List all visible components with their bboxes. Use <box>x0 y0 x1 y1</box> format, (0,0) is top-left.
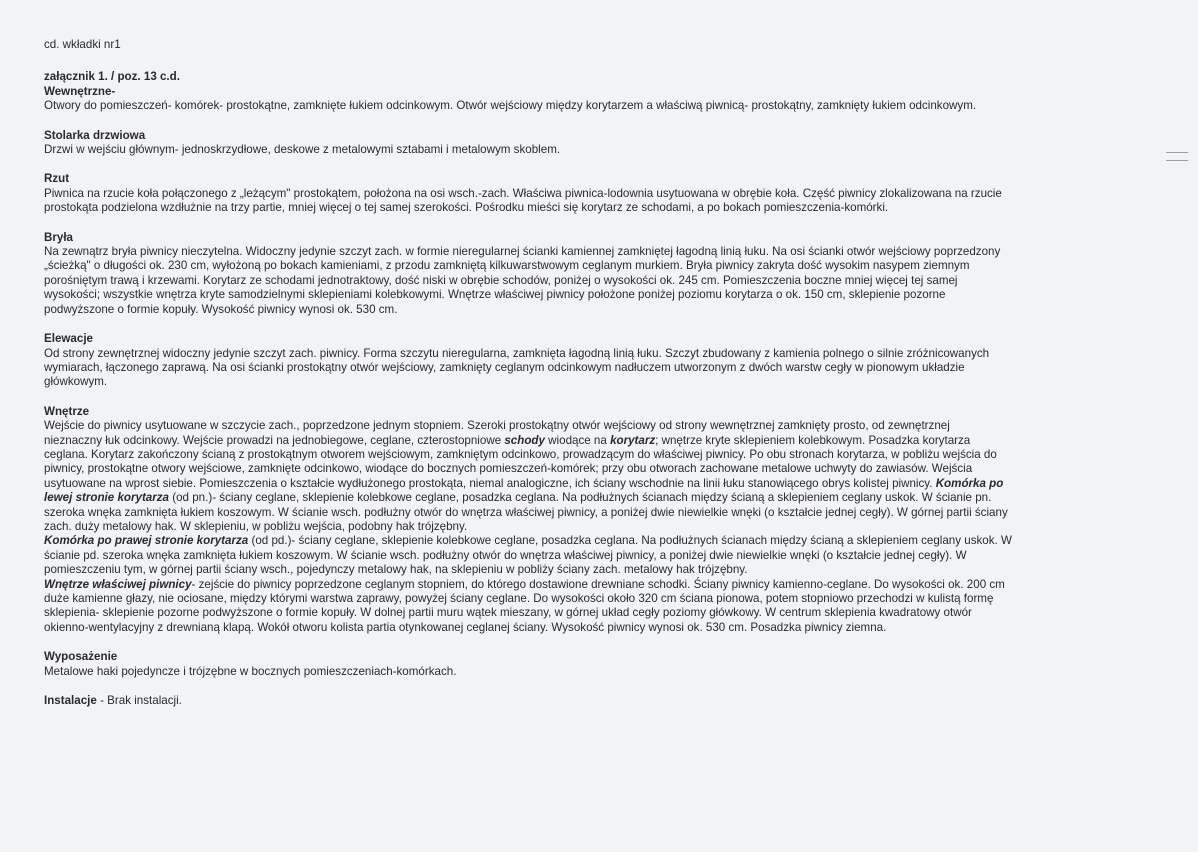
section-text-instalacje: - Brak instalacji. <box>96 694 182 708</box>
section-line-wnetrze: pomieszczeniu tym, w górnej partii ściany wsch., pojedynczy metalowy hak, na sklepieniu w pobliży ściany zach. metalowy hak trójzębny. <box>44 563 748 577</box>
section-line-wnetrze <box>44 434 1134 448</box>
page-heading: cd. wkładki nr1 <box>44 38 121 51</box>
emphasis-korytarz: korytarz <box>610 433 656 447</box>
section-line-elewacje: główkowym. <box>44 375 108 389</box>
section-line-elewacje: wymiarach, łączonego zaprawą. Na osi ścianki prostokątny otwór wejściowy, zamknięty ceglanym odcinkowym nadłuczem utworzonym z dwóch warstw cegły w pionowym układzie <box>44 360 965 374</box>
section-title-wyposazenie: Wyposażenie <box>44 650 118 664</box>
section-line-elewacje: Od strony zewnętrznej widoczny jedynie szczyt zach. piwnicy. Forma szczytu nieregularna, zamknięta łagodną linią łuku. Szczyt zbudowany z kamienia polnego o silnie zróżnicowanych <box>44 346 990 360</box>
document-body <box>44 38 1134 708</box>
section-instalacje <box>44 694 1134 708</box>
section-line-wnetrze <box>44 534 1134 548</box>
section-line-wnetrze: duże kamienne głazy, nie ociosane, między którymi warstwa zaprawy, powyżej ściany ceglane. Do wysokości około 320 cm ściana pionowa, potem stopniowo przechodzi w kulistą formę <box>44 592 994 605</box>
section-line-wnetrze: ścianie pd. szeroka wnęka zamknięta łukiem koszowym. W ścianie wsch. podłużny otwór do wnętrza właściwej piwnicy, a poniżej dwie niewielkie wnęki (o kształcie jednej cegły). W <box>44 548 967 562</box>
section-title-wewnetrzne: Wewnętrzne- <box>44 84 116 98</box>
section-line-wnetrze: piwnicy, prostokątne otwory wejściowe, zamknięte odcinkowo, wiodące do bocznych pomieszczeń-komórek; przy obu otworach zachowane metalowe uchwyty do zawiasów. Wejścia <box>44 462 973 476</box>
emphasis-wnetrze-piwnicy: Wnętrze właściwej piwnicy <box>44 577 192 591</box>
annex-reference: załącznik 1. / poz. 13 c.d. <box>44 70 180 84</box>
text-run: - zejście do piwnicy poprzedzone ceglanym stopniem, do którego dostawione drewniane schodki. Ściany piwnicy kamienno-ceglane. Do wysokości ok. 200 cm <box>191 577 1005 591</box>
section-text-wyposazenie: Metalowe haki pojedyncze i trójzębne w bocznych pomieszczeniach-komórkach. <box>44 664 457 678</box>
section-title-instalacje: Instalacje <box>44 694 97 708</box>
section-line-wnetrze: sklepienia- sklepienie pozorne podwyższone o formie kopuły. W dolnej partii muru wątek mieszany, w górnej układ cegły poziomy główkowy. W centrum sklepienia kwadratowy otwór <box>44 606 972 620</box>
text-run: ; wnętrze kryte sklepieniem kolebkowym. Posadzka korytarza <box>655 433 971 447</box>
section-text-wewnetrzne: Otwory do pomieszczeń- komórek- prostokątne, zamknięte łukiem odcinkowym. Otwór wejściowy między korytarzem a właściwą piwnicą- prostokątny, zamknięty łukiem odcinkowym. <box>44 99 977 113</box>
section-line-wnetrze <box>44 491 1134 505</box>
section-title-wnetrze: Wnętrze <box>44 404 90 418</box>
section-title-rzut: Rzut <box>44 172 70 186</box>
text-run: (od pd.)- ściany ceglane, sklepienie kolebkowe ceglane, posadzka ceglana. Na podłużnych ścianach między ścianą a sklepieniem ceglany uskok. W <box>248 534 1012 548</box>
emphasis-komorka-lewa: lewej stronie korytarza <box>44 491 170 505</box>
section-line-wnetrze: ceglana. Korytarz zakończony ścianą z prostokątnym otworem wejściowym, zamkniętym odcinkowo, prowadzącym do właściwej piwnicy. Po obu stronach korytarza, w pobliżu wejścia do <box>44 447 997 461</box>
section-line-bryla: podwyższone o formie kopuły. Wysokość piwnicy wynosi ok. 530 cm. <box>44 302 398 316</box>
section-title-stolarka: Stolarka drzwiowa <box>44 128 146 142</box>
section-line-wnetrze: zach. duży metalowy hak. W sklepieniu, w pobliżu wejścia, podobny hak trójzębny. <box>44 519 468 533</box>
emphasis-komorka-prawa: Komórka po prawej stronie korytarza <box>44 534 249 548</box>
section-line-bryla: wysokości; wszystkie wnętrza kryte samodzielnymi sklepieniami kolebkowymi. Wnętrze właściwej piwnicy położone poniżej poziomu korytarza o ok. 150 cm, sklepienie pozorne <box>44 288 946 302</box>
section-title-bryla: Bryła <box>44 230 74 244</box>
section-line-wnetrze <box>44 578 1134 592</box>
emphasis-schody: schody <box>504 433 545 447</box>
section-line-bryla: „ścieżką" o długości ok. 230 cm, wyłożoną po bokach kamieniami, z przodu zamkniętą kilkuwarstwowym ceglanym murkiem. Bryła piwnicy zakryta dość wysokim nasypem ziemnym <box>44 259 970 273</box>
section-line-wnetrze <box>44 477 1134 491</box>
scan-edge-mark <box>1166 152 1188 153</box>
section-line-rzut: prostokąta podzielona wzdłużnie na trzy partie, mniej więcej o tej samej szerokości. Pośrodku mieści się korytarz ze schodami, a po bokach pomieszczenia-komórki. <box>44 201 889 215</box>
text-run: wiodące na <box>544 433 611 447</box>
section-line-wnetrze: okienno-wentylacyjny z drewnianą klapą. Wokół otworu kolista partia otynkowanej ceglanej ściany. Wysokość piwnicy wynosi ok. 530 cm. Posadzka piwnicy ziemna. <box>44 620 887 634</box>
text-run: nieznaczny łuk odcinkowy. Wejście prowadzi na jednobiegowe, ceglane, czterostopniowe <box>44 433 505 447</box>
section-line-bryla: Na zewnątrz bryła piwnicy nieczytelna. Widoczny jedynie szczyt zach. w formie nieregularnej ścianki kamiennej zamkniętej łagodną linią łuku. Na osi ścianki otwór wejściowy poprzedzony <box>44 245 1001 259</box>
text-run: usytuowane na wprost siebie. Pomieszczenia o kształcie wydłużonego prostokąta, niemal analogiczne, ich ściany wschodnie na linii łuku stanowiącego obrys kolistej piwnicy. <box>44 476 936 490</box>
section-text-stolarka: Drzwi w wejściu głównym- jednoskrzydłowe, deskowe z metalowymi sztabami i metalowym skoblem. <box>44 143 561 157</box>
scan-edge-mark <box>1166 160 1188 161</box>
emphasis-komorka-lewa: Komórka po <box>935 476 1004 490</box>
text-run: (od pn.)- ściany ceglane, sklepienie kolebkowe ceglane, posadzka ceglana. Na podłużnych ścianach między ścianą a sklepieniem ceglany uskok. W ścianie pn. <box>169 491 992 505</box>
section-line-bryla: porośniętym trawą i krzewami. Korytarz ze schodami jednotraktowy, dość niski w obrębie schodów, poniżej o wysokości ok. 245 cm. Pomieszczenia boczne mniej więcej tej samej <box>44 273 958 287</box>
section-title-elewacje: Elewacje <box>44 332 93 346</box>
section-line-rzut: Piwnica na rzucie koła połączonego z „leżącym" prostokątem, położona na osi wsch.-zach. Właściwa piwnica-lodownia usytuowana w obrębie koła. Część piwnicy zlokalizowana na rzucie <box>44 186 1002 200</box>
section-line-wnetrze: szeroka wnęka zamknięta łukiem koszowym. W ścianie wsch. podłużny otwór do wnętrza właściwej piwnicy, a poniżej dwie niewielkie wnęki (o kształcie jednej cegły). W górnej partii ściany <box>44 505 1008 519</box>
section-line-wnetrze: Wejście do piwnicy usytuowane w szczycie zach., poprzedzone jednym stopniem. Szeroki prostokątny otwór wejściowy od strony wewnętrznej zamknięty prosto, od zewnętrznej <box>44 419 950 433</box>
